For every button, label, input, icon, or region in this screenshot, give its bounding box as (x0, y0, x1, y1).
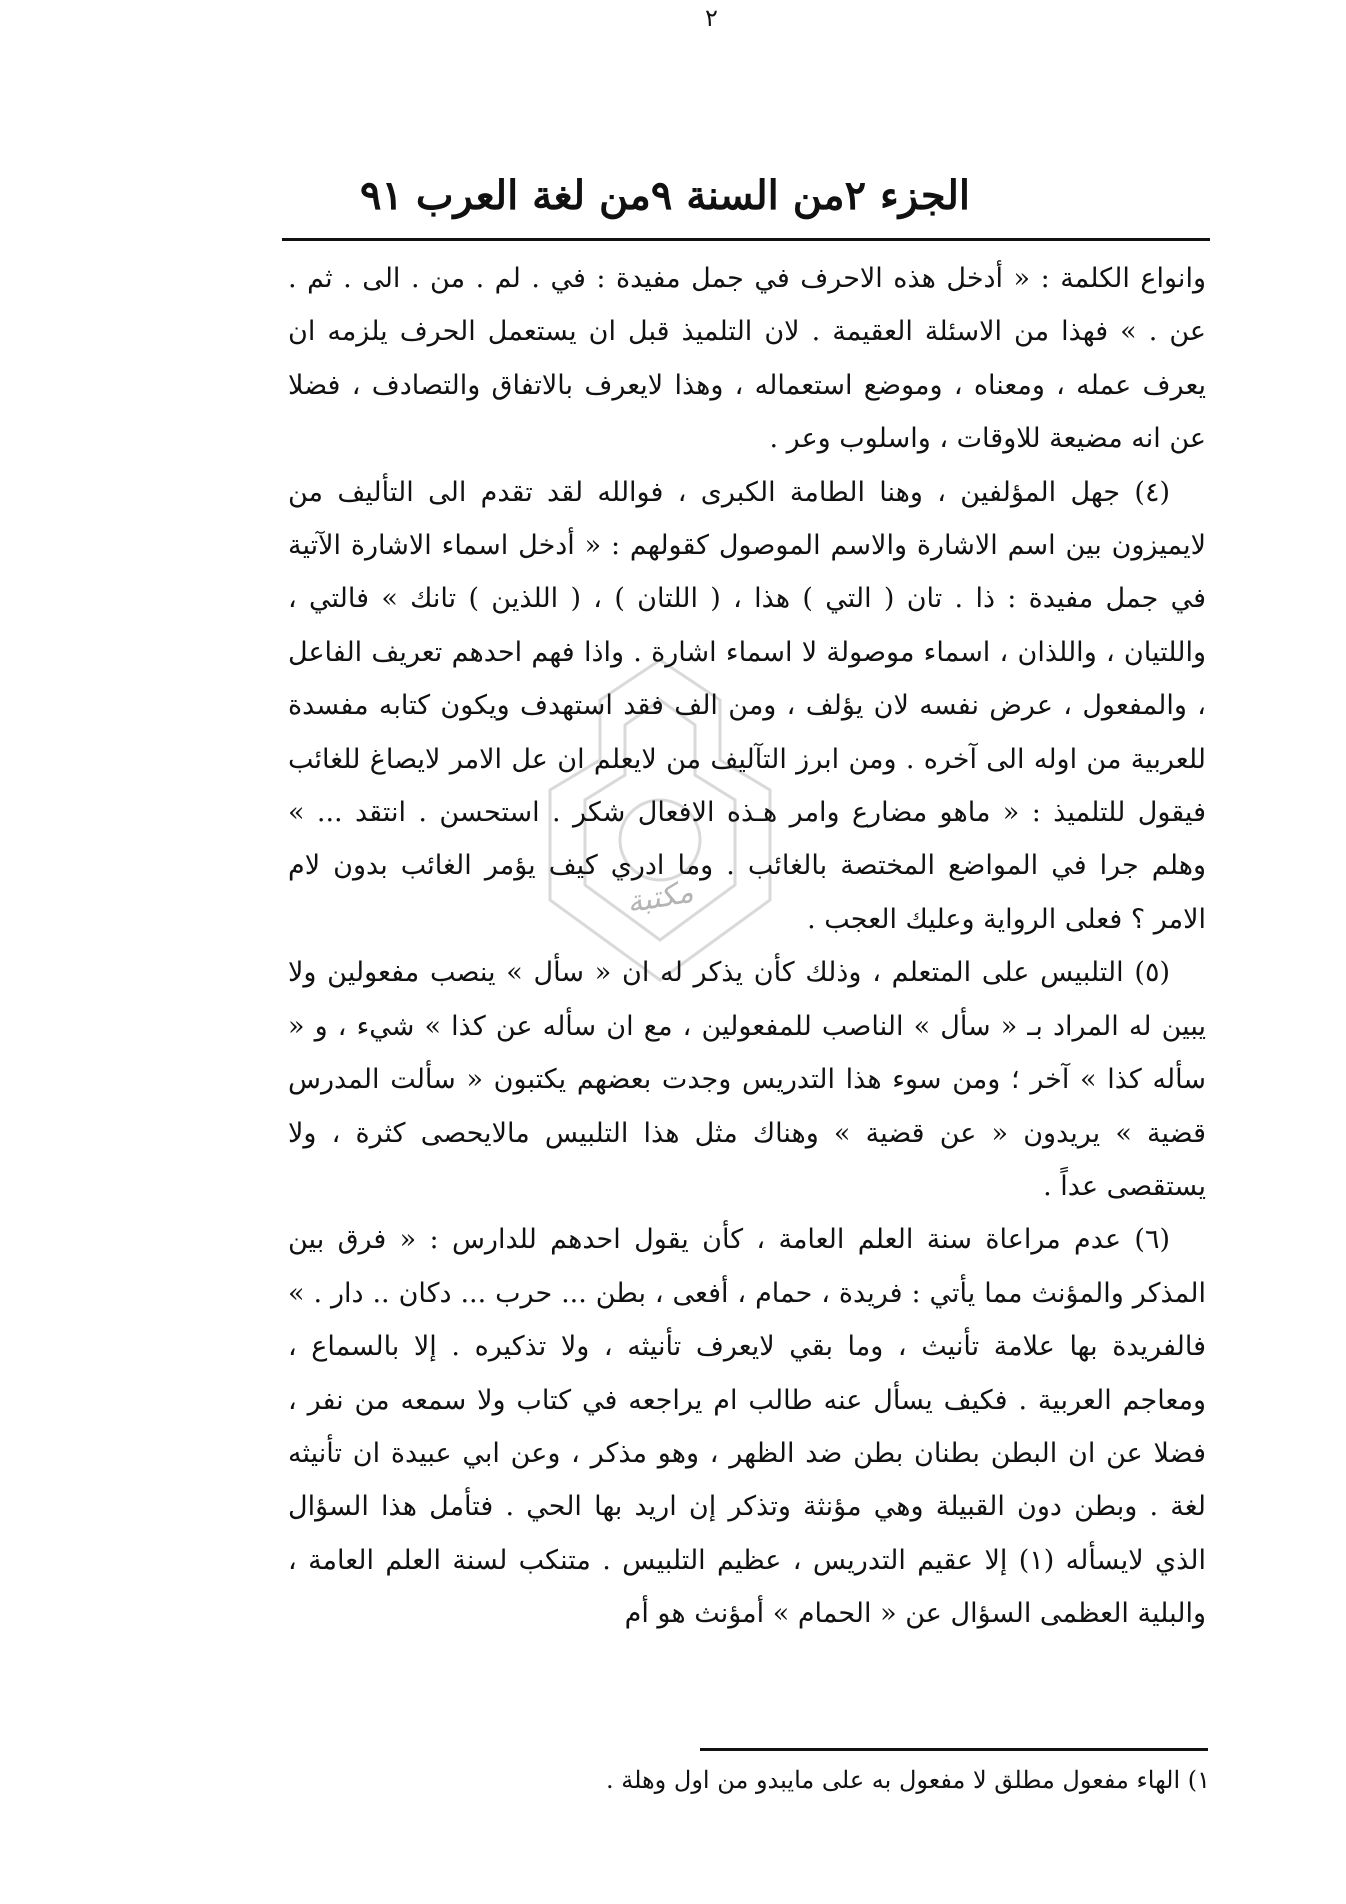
body-text (288, 252, 1206, 1641)
paragraph-1: وانواع الكلمة : « أدخل هذه الاحرف في جمل مفيدة : في . لم . من . الى . ثم . عن . » فهذا من الاسئلة العقيمة . لان التلميذ قبل ان يستعمل الحرف يلزمه ان يعرف عمله ، ومعناه ، وموضع استعماله ، وهذا لايعرف بالاتفاق والتصادف ، فضلا عن انه مضيعة للاوقات ، واسلوب وعر . (288, 263, 1206, 455)
header-rule (282, 238, 1210, 241)
paragraph-2: (٤) جهل المؤلفين ، وهنا الطامة الكبرى ، فوالله لقد تقدم الى التأليف من لايميزون بين اسم الاشارة والاسم الموصول كقولهم : « أدخل اسماء الاشارة الآتية في جمل مفيدة : ذا . تان ( التي ) هذا ، ( اللتان ) ، ( اللذين ) تانك » فالتي ، واللتيان ، واللذان ، اسماء موصولة لا اسماء اشارة . واذا فهم احدهم تعريف الفاعل ، والمفعول ، عرض نفسه لان يؤلف ، ومن الف فقد استهدف ويكون كتابه مفسدة للعربية من اوله الى آخره . ومن ابرز التآليف من لايعلم ان عل الامر لايصاغ للغائب فيقول للتلميذ : « ماهو مضارع وامر هـذه الافعال شكر . استحسن . انتقد ... » وهلم جرا في المواضع المختصة بالغائب . وما ادري كيف يؤمر الغائب بدون لام الامر ؟ فعلى الرواية وعليك العجب . (288, 476, 1206, 935)
footnote-rule (700, 1748, 1208, 1751)
page-number: ٩١ (360, 172, 403, 219)
page-header (280, 168, 970, 236)
paragraph-4: (٦) عدم مراعاة سنة العلم العامة ، كأن يقول احدهم للدارس : « فرق بين المذكر والمؤنث مما يأتي : فريدة ، حمام ، أفعى ، بطن ... حرب ... دكان .. دار . » فالفريدة بها علامة تأنيث ، وما بقي لايعرف تأنيثه ، ولا تذكيره . إلا بالسماع ، ومعاجم العربية . فكيف يسأل عنه طالب ام يراجعه في كتاب ولا سمعه من نفر ، فضلا عن ان البطن بطنان بطن ضد الظهر ، وهو مذكر ، وعن ابي عبيدة ان تأنيثه لغة . وبطن دون القبيلة وهي مؤنثة وتذكر إن اريد بها الحي . فتأمل هذا السؤال الذي لايسأله (١) إلا عقيم التدريس ، عظيم التلبيس . متنكب لسنة العلم العامة ، والبلية العظمى السؤال عن « الحمام » أمؤنث هو أم (288, 1224, 1206, 1630)
top-mark: ٢ (705, 4, 718, 32)
watermark-caption: مكتبة (624, 874, 696, 921)
footnote: ١) الهاء مفعول مطلق لا مفعول به على مايبدو من اول وهلة . (605, 1766, 1210, 1794)
running-title: الجزء ٢من السنة ٩من لغة العرب (415, 172, 970, 219)
paragraph-3: (٥) التلبيس على المتعلم ، وذلك كأن يذكر له ان « سأل » ينصب مفعولين ولا يبين له المراد بـ « سأل » الناصب للمفعولين ، مع ان سأله عن كذا » شيء ، و « سأله كذا » آخر ؛ ومن سوء هذا التدريس وجدت بعضهم يكتبون « سألت المدرس قضية » يريدون « عن قضية » وهناك مثل هذا التلبيس مالايحصى كثرة ، ولا يستقصى عداً . (288, 957, 1206, 1202)
